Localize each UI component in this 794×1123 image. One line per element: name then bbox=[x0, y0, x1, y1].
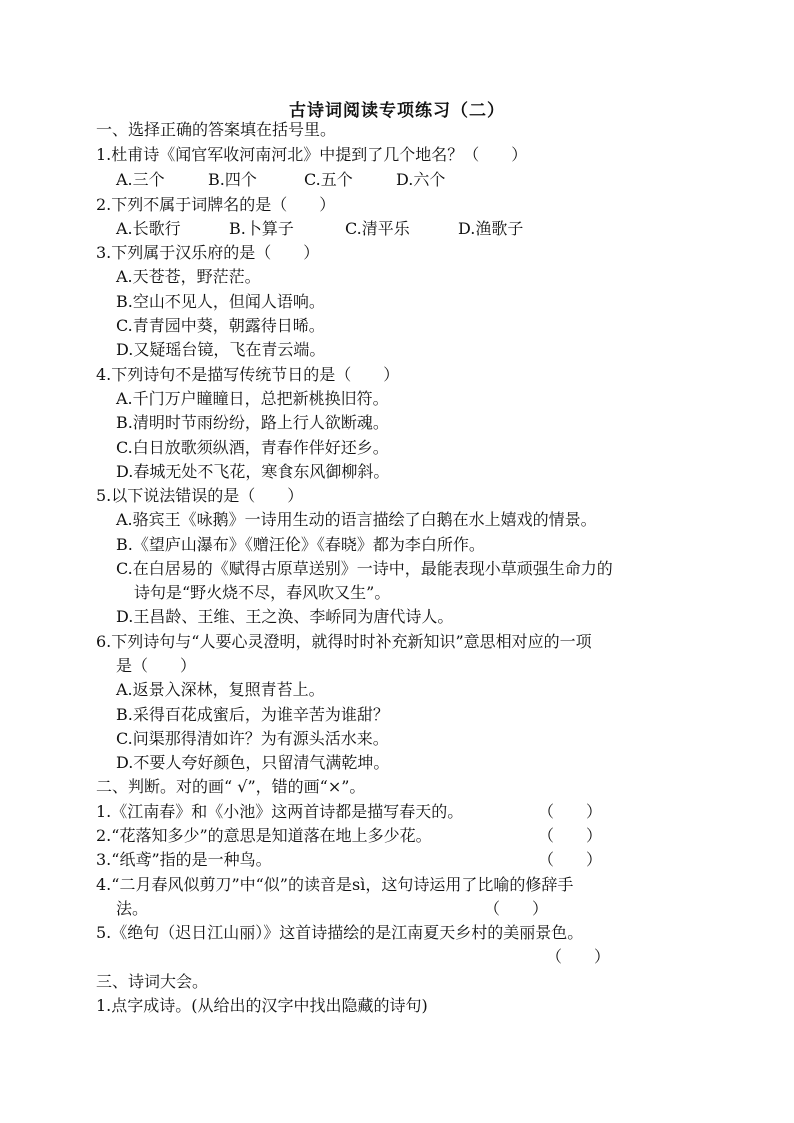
option-d: D.春城无处不飞花，寒食东风御柳斜。 bbox=[116, 462, 390, 481]
option-d: D.又疑瑶台镜，飞在青云端。 bbox=[116, 340, 326, 359]
judge-item-1: 1.《江南春》和《小池》这两首诗都是描写春天的。 bbox=[96, 802, 464, 821]
option-a: A.千门万户瞳瞳日，总把新桃换旧符。 bbox=[116, 389, 389, 408]
answer-blank: （ ） bbox=[484, 899, 549, 918]
option-b: B.卜算子 bbox=[229, 219, 294, 238]
option-d: D.不要人夸好颜色，只留清气满乾坤。 bbox=[116, 753, 390, 772]
option-a: A.三个 bbox=[116, 170, 165, 189]
answer-blank: （ ） bbox=[538, 802, 603, 821]
option-b: B.四个 bbox=[208, 170, 257, 189]
option-b: B.采得百花成蜜后，为谁辛苦为谁甜？ bbox=[116, 705, 389, 724]
question-2-options bbox=[116, 218, 523, 240]
option-a: A.骆宾王《咏鹅》一诗用生动的语言描绘了白鹅在水上嬉戏的情景。 bbox=[116, 510, 597, 529]
judge-item-5: 5.《绝句（迟日江山丽）》这首诗描绘的是江南夏天乡村的美丽景色。 bbox=[96, 923, 584, 942]
option-a: A.天苍苍，野茫茫。 bbox=[116, 267, 261, 286]
option-b: B.《望庐山瀑布》《赠汪伦》《春晓》都为李白所作。 bbox=[116, 535, 485, 554]
answer-blank: （ ） bbox=[538, 826, 603, 845]
question-2-stem: 2.下列不属于词牌名的是（ ） bbox=[96, 195, 336, 214]
option-b: B.清明时节雨纷纷，路上行人欲断魂。 bbox=[116, 413, 389, 432]
question-5-stem: 5.以下说法错误的是（ ） bbox=[96, 486, 304, 505]
option-d: D.渔歌子 bbox=[458, 219, 524, 238]
option-d: D.王昌龄、王维、王之涣、李峤同为唐代诗人。 bbox=[116, 607, 454, 626]
option-a: A.返景入深林，复照青苔上。 bbox=[116, 680, 325, 699]
option-d: D.六个 bbox=[396, 170, 446, 189]
option-c: C.在白居易的《赋得古原草送别》一诗中，最能表现小草顽强生命力的 bbox=[116, 559, 613, 578]
judge-item-2: 2.“花落知多少”的意思是知道落在地上多少花。 bbox=[96, 826, 432, 845]
option-c: C.五个 bbox=[304, 170, 353, 189]
question-3-stem: 3.下列属于汉乐府的是（ ） bbox=[96, 243, 320, 262]
judge-item-4-continued: 法。 bbox=[116, 899, 149, 918]
section-heading-choice: 一、选择正确的答案填在括号里。 bbox=[96, 120, 337, 139]
question-4-stem: 4.下列诗句不是描写传统节日的是（ ） bbox=[96, 365, 400, 384]
question-1-options bbox=[116, 169, 445, 191]
page-title: 古诗词阅读专项练习（二） bbox=[289, 101, 505, 121]
answer-blank: （ ） bbox=[538, 850, 603, 869]
judge-item-4: 4.“二月春风似剪刀”中“似”的读音是sì，这句诗运用了比喻的修辞手 bbox=[96, 875, 574, 894]
section-heading-poetry: 三、诗词大会。 bbox=[96, 972, 209, 991]
section-heading-judge: 二、判断。对的画“ √”，错的画“×”。 bbox=[96, 777, 366, 796]
question-1-stem: 1.杜甫诗《闻官军收河南河北》中提到了几个地名？（ ） bbox=[96, 145, 528, 164]
option-c: C.清平乐 bbox=[345, 219, 410, 238]
option-c: C.问渠那得清如许？为有源头活水来。 bbox=[116, 729, 389, 748]
answer-blank: （ ） bbox=[546, 947, 611, 966]
option-b: B.空山不见人，但闻人语响。 bbox=[116, 292, 325, 311]
option-c: C.白日放歌须纵酒，青春作伴好还乡。 bbox=[116, 438, 389, 457]
option-a: A.长歌行 bbox=[116, 219, 181, 238]
option-c: C.青青园中葵，朝露待日晞。 bbox=[116, 316, 325, 335]
judge-item-3: 3.“纸鸢”指的是一种鸟。 bbox=[96, 850, 272, 869]
question-6-stem: 6.下列诗句与“人要心灵澄明，就得时时补充新知识”意思相对应的一项 bbox=[96, 632, 592, 651]
question-6-stem-continued: 是（ ） bbox=[116, 656, 197, 675]
poetry-question-1: 1.点字成诗。(从给出的汉字中找出隐藏的诗句) bbox=[96, 996, 428, 1015]
option-c-continued: 诗句是“野火烧不尽，春风吹又生”。 bbox=[134, 583, 391, 602]
